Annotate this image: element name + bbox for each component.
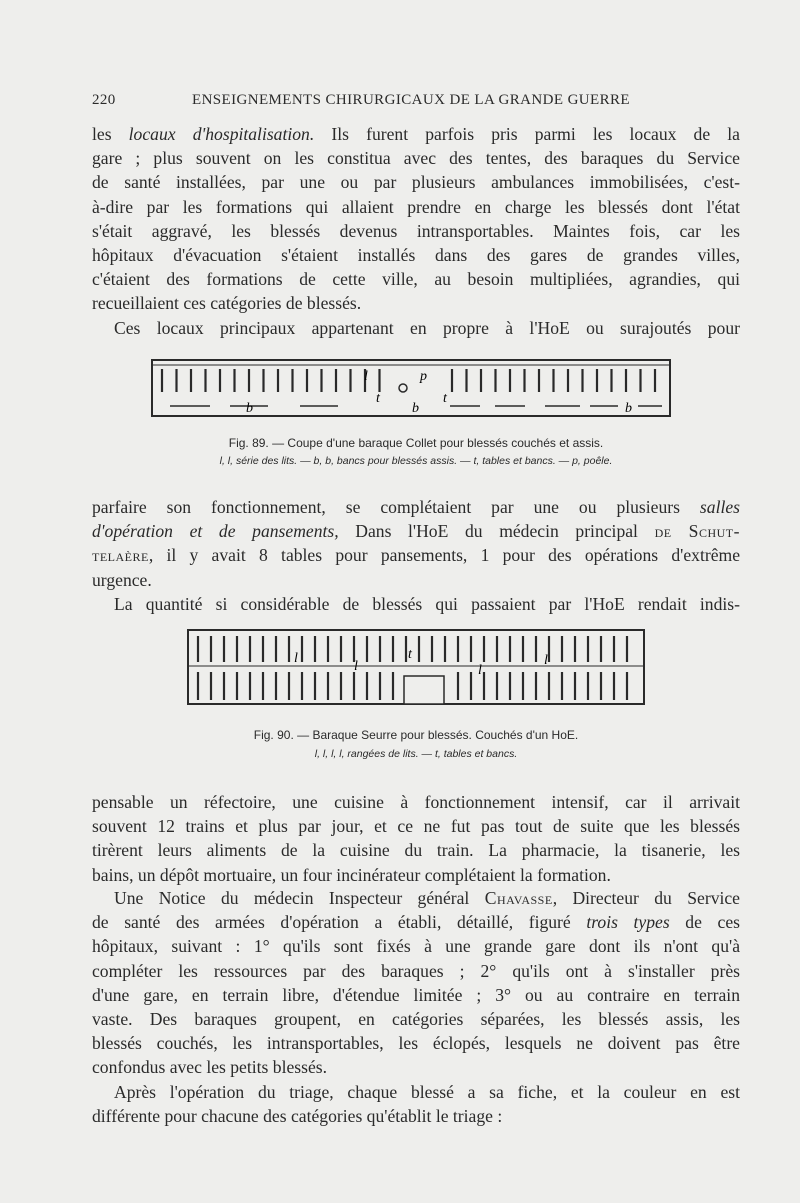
label-l: l: [364, 369, 368, 384]
figure-90-caption: Fig. 90. — Baraque Seurre pour blessés. Couchés d'un HoE.: [253, 728, 579, 742]
label-l-1: l: [294, 651, 298, 666]
figure-89-baraque-collet: [150, 358, 672, 420]
bed-rows: [162, 369, 655, 392]
label-b-2: b: [412, 401, 419, 416]
page-number: 220: [92, 92, 116, 108]
label-l-3: l: [478, 663, 482, 678]
paragraph-salles-operation: parfaire son fonctionnement, se complétaient par une ou plusieurs salles d'opération et de pansements, Dans l'HoE du médecin principal de Schut- telaère, il y avait 8 tables pour pansements, 1 pour des opérations d'extrême urgence.: [92, 497, 740, 590]
figure-89-legend: l, l, série des lits. — b, b, bancs pour blessés assis. — t, tables et bancs. — p, poêle.: [219, 455, 613, 467]
label-b-1: b: [246, 401, 253, 416]
baraque-outline: [152, 360, 670, 416]
figure-89-caption: Fig. 89. — Coupe d'une baraque Collet pour blessés couchés et assis.: [228, 436, 604, 450]
label-b-3: b: [625, 401, 632, 416]
label-p: p: [420, 369, 427, 384]
label-l-4: l: [544, 653, 548, 668]
figure-90-baraque-seurre: [186, 628, 646, 708]
entrance: [404, 676, 444, 704]
running-title: ENSEIGNEMENTS CHIRURGICAUX DE LA GRANDE GUERRE: [192, 92, 630, 108]
label-t-2: t: [443, 391, 447, 406]
label-t: t: [408, 647, 412, 662]
paragraph-quantite: La quantité si considérable de blessés qui passaient par l'HoE rendait indis-: [114, 594, 740, 614]
figure-90-legend: l, l, l, l, rangées de lits. — t, tables et bancs.: [314, 748, 518, 760]
label-t-1: t: [376, 391, 380, 406]
running-header: [92, 92, 740, 114]
paragraph-notice: Une Notice du médecin Inspecteur général Chavasse, Directeur du Service de santé des armées d'opération a établi, détaillé, figuré trois types de ces hôpitaux, suivant : 1° qu'ils sont fixés à une grande gare dont ils n'ont qu'à compléter les ressources par des baraques ; 2° qu'ils ont à s'installer près d'une gare, en terrain libre, d'étendue limitée ; 3° ou au contraire en terrain vaste. Des baraques groupent, en catégories séparées, les blessés assis, les blessés couchés, les intransportables, les éclopés, lesquels ne doivent pas être confondus avec les petits blessés.: [92, 888, 740, 1078]
paragraph-refectoire: pensable un réfectoire, une cuisine à fonctionnement intensif, car il arrivait souvent 12 trains et plus par jour, et ce ne fut pas tout de suite que les blessés tirèrent leurs aliments de la cuisine du train. La pharmacie, la tisanerie, les bains, un dépôt mortuaire, un four incinérateur complétaient la formation.: [92, 792, 740, 885]
paragraph-triage: Après l'opération du triage, chaque blessé a sa fiche, et la couleur en est différente pour chacune des catégories qu'établit le triage :: [92, 1082, 740, 1127]
stove-icon: [399, 384, 407, 392]
paragraph-hospitalisation: les locaux d'hospitalisation. Ils furent parfois pris parmi les locaux de la gare ; plus souvent on les constitua avec des tentes, des baraques du Service de santé installées, par une ou par plusieurs ambulances immobilisées, c'est- à-dire par les formations qui allaient prendre en charge les blessés dont l'état s'était aggravé, les blessés devenus intransportables. Maintes fois, car les hôpitaux d'évacuation s'étaient installés dans des gares de grandes villes, c'étaient des formations de cette ville, au besoin multipliées, agrandies, qui recueillaient ces catégories de blessés.: [92, 124, 740, 314]
paragraph-locaux: Ces locaux principaux appartenant en propre à l'HoE ou surajoutés pour: [114, 318, 740, 338]
label-l-2: l: [354, 659, 358, 674]
